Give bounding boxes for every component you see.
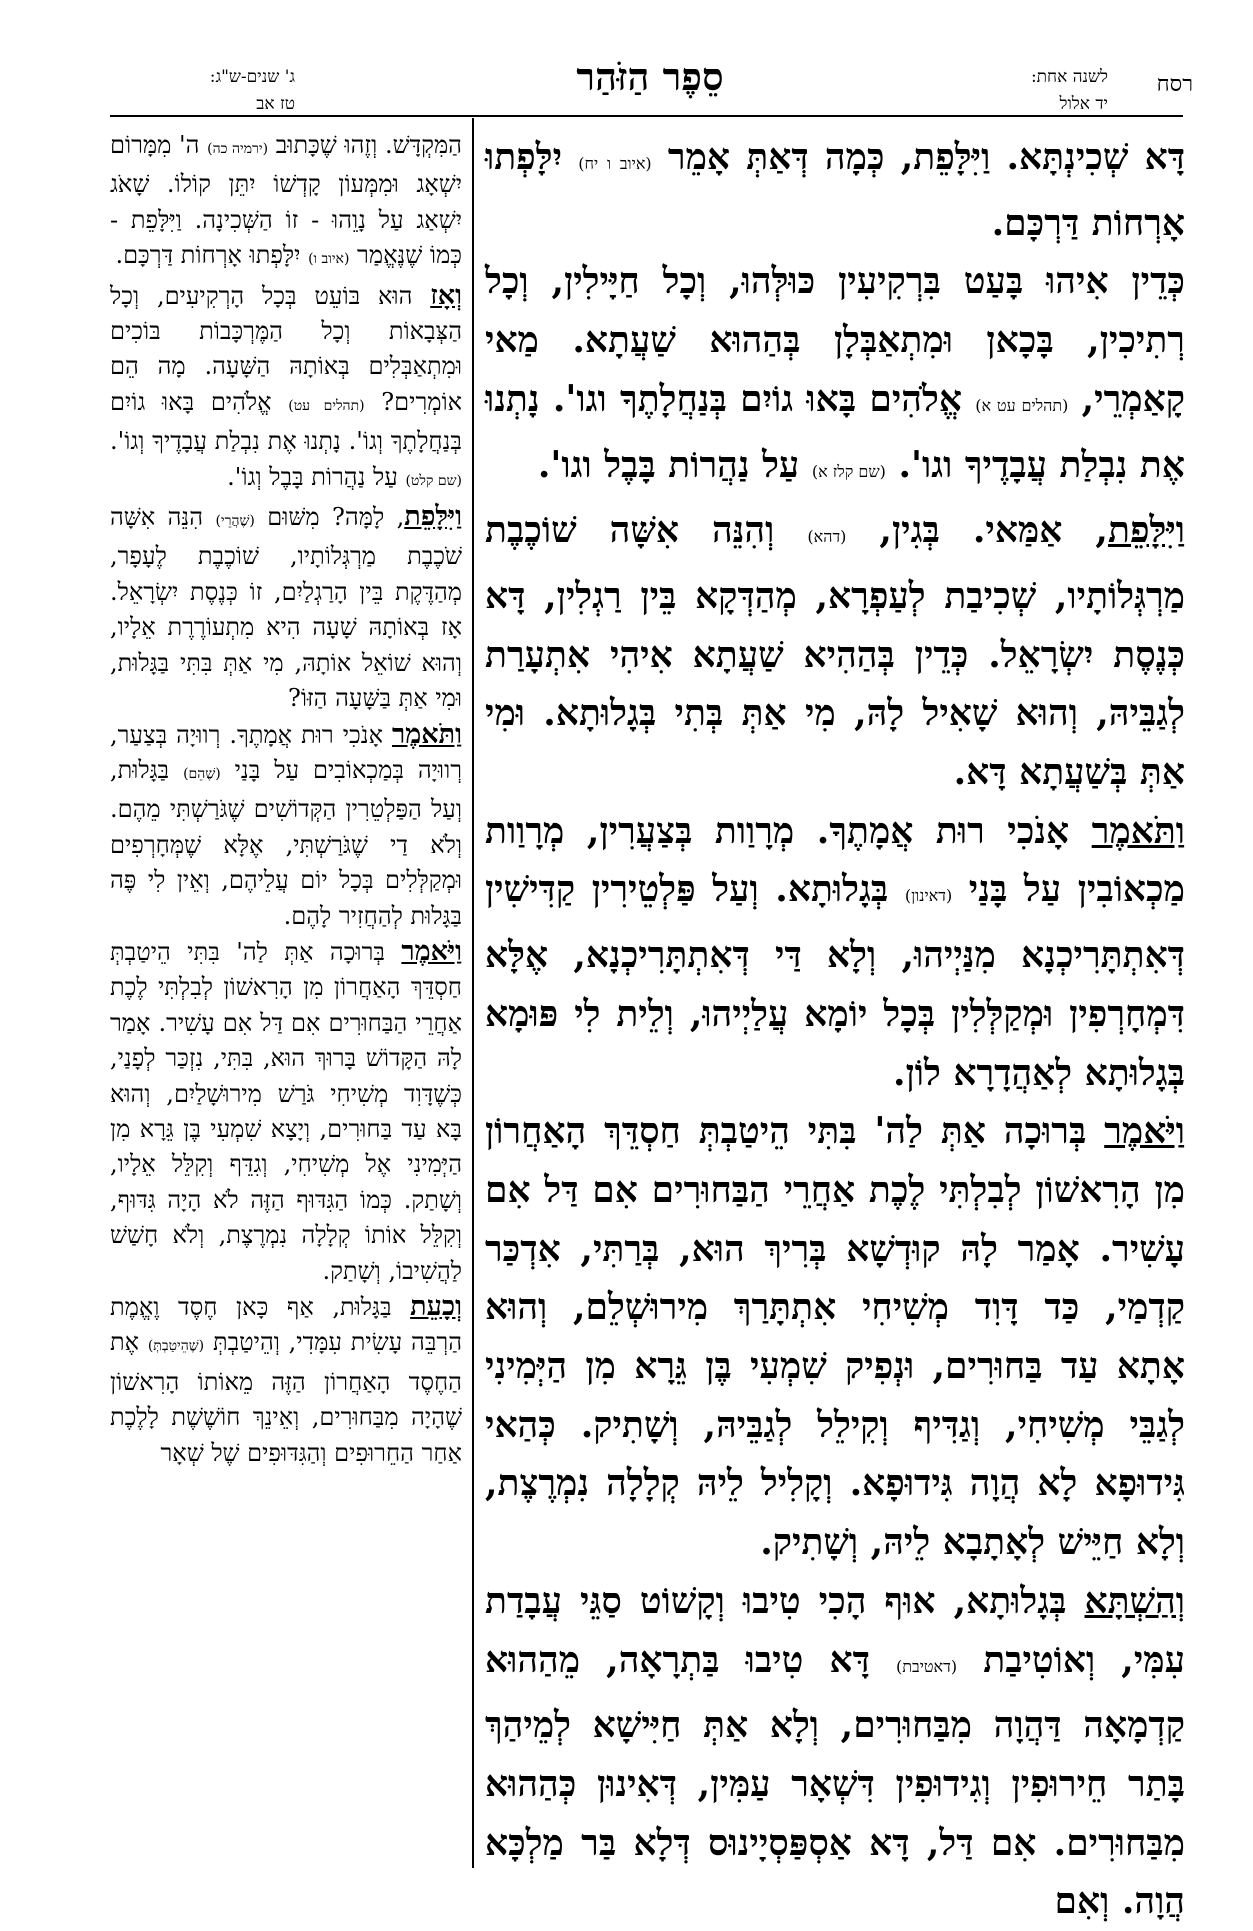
text-run: בְּרוּכָה אַתְּ לַה' בִּתִּי הֵיטַבְתְּ חַסְדֵּךְ הָאַחֲרוֹן מִן הָרִאשׁוֹן לְבִלְתִּי לֶכֶת אַחֲרֵי הַבַּחוּרִים אִם דַּל אִם עָשִׁיר. אָמַר לָהּ קוּדְשָׁא בְּרִיךְ הוּא, בְּרַתִּי, אִדְכַּר קַדְמַי, כַּד דָּוִד מְשִׁיחִי אִתְתָּרַךְ מִירוּשְׁלֵם, וְהוּא אָתָא עַד בַּחוּרִים, וּנְפִיק שִׁמְעִי בֶּן גֵּרָא מִן הַיְּמִינִי לְגַבֵּי מְשִׁיחִי, וְגַדִּיף וְקִילֵל לְגַבֵּיהּ, וְשָׁתִיק. כְּהַאי גִּידוּפָא לָא הֲוָה גִּידוּפָא. וְקָלִיל לֵיהּ קְלָלָה נִמְרֶצֶת, וְלָא חַיֵּישׁ לְאָתָבָא לֵיהּ, וְשָׁתִיק. [485,1110,1185,1564]
verse-reference: (תהלים עט א) [975,395,1069,415]
text-run: , אַמַּאי. בְּגִין, [846,509,1108,552]
verse-reference: (שֶׁהֵם) [183,765,221,782]
text-run: אָנֹכִי רוּת אֲמָתֶךָ. רְווּיָה בְּצַעַר, רְווּיָה בְּמַכְאוֹבִים עַל בָּנַי [110,720,462,784]
schedule-date: יד אלול [1059,94,1108,114]
cycle-date: טז אב [256,94,295,114]
page-number: רסח [1156,72,1193,97]
text-run: , לָמָּה? מִשּׁוּם [254,503,405,532]
text-run: הִנֵּה אִשָּׁה שֹׁכֶבֶת מַרְגְּלוֹתָיו, שׁוֹכֶבֶת לֶעָפָר, מְהַדֶּקֶת בֵּין הָרַגְלַיִם, זוֹ כְּנֶסֶת יִשְׂרָאֵל. אָז בְּאוֹתָהּ שָׁעָה הִיא מִתְעוֹרֶרֶת אֵלָיו, וְהוּא שׁוֹאֵל אוֹתָהּ, מִי אַתְּ בִּתִּי בַּגָּלוּת, וּמִי אַתְּ בַּשָּׁעָה הַזּוֹ? [110,503,462,713]
book-title: סֵפֶר הַזֹּהַר [576,54,724,99]
paragraph [485,501,1185,802]
verse-reference: (שֶׁהֵיטַבְתְּ) [147,1338,205,1355]
text-run: הוּא בּוֹעֵט בְּכָל הָרְקִיעִים, וְכָל הַצְּבָאוֹת וְכָל הַמֶּרְכָּבוֹת בּוֹכִים וּמִתְאַבְּלִים בְּאוֹתָהּ הַשָּׁעָה. מָה הֵם אוֹמְרִים? [110,281,462,416]
paragraph [485,128,1185,252]
schedule-label: לשנה אחת: [1030,67,1108,87]
lead-word: וְכָעֵת [410,1291,462,1322]
verse-reference: (דאינון) [904,886,953,906]
text-run: בְּרוּכָה אַתְּ לַה' בִּתִּי הֵיטַבְתְּ חַסְדֵּךְ הָאַחֲרוֹן מִן הָרִאשׁוֹן לְבִלְתִּי לֶכֶת אַחֲרֵי הַבַּחוּרִים אִם דַּל אִם עָשִׁיר. אָמַר לָהּ הַקָּדוֹשׁ בָּרוּךְ הוּא, בִּתִּי, נִזְכַּר לְפָנַי, כְּשֶׁדָּוִד מְשִׁיחִי גֹּרַשׁ מִירוּשָׁלַיִם, וְהוּא בָּא עַד בַּחוּרִים, וְיָצָא שִׁמְעִי בֶּן גֵּרָא מִן הַיְּמִינִי אֶל מְשִׁיחִי, וְגִדֵּף וְקִלֵּל אֵלָיו, וְשָׁתַק. כְּמוֹ הַגִּדּוּף הַזֶּה לֹא הָיָה גִּדּוּף, וְקִלֵּל אוֹתוֹ קְלָלָה נִמְרֶצֶת, וְלֹא חָשַׁשׁ לַהֲשִׁיבוֹ, וְשָׁתַק. [110,937,462,1285]
paragraph [485,1102,1185,1572]
paragraph [110,499,462,716]
paragraph [110,934,462,1289]
verse-reference: (שם קלט) [405,472,462,489]
text-run: בְּגָלוּתָא, אוּף הָכִי טִיבוּ וְקָשׁוֹט סַגֵּי עֲבָדַת עִמִּי, וְאוֹטִיבַת [485,1579,1185,1681]
lead-word: וַיִּלָּפֵת [404,501,463,533]
paragraph [110,278,462,499]
three-year-schedule [125,64,295,118]
paragraph [110,128,462,278]
lead-word: וַתֹּאמֶר [392,718,462,750]
one-year-schedule [918,64,1108,118]
cycle-label: ג' שנים-ש"ג: [209,67,295,87]
text-run: כְּדֵין אִיהוּ בָּעַט בִּרְקִיעִין כּוּלְּהוּ, וְכָל חַיָּילִין, וְכָל רְתִיכִין, בָּכָאן וּמִתְאַבְּלָן בְּהַהוּא שַׁעֲתָא. מַאי קָאַמְרֵי, [485,260,1185,420]
lead-word: וַיֹּאמֶר [1104,1110,1185,1153]
text-run: ה' מִמָּרוֹם יִשְׁאָג וּמִמְּעוֹן קָדְשׁוֹ יִתֵּן קוֹלוֹ. שָׁאֹג יִשְׁאַג עַל נָוֵהוּ - זוֹ הַשְּׁכִינָה. וַיִּלָּפֵת - כְּמוֹ שֶׁנֶּאֱמַר [110,131,462,270]
text-run: אֶת הַחֶסֶד הָאַחֲרוֹן הַזֶּה מֵאוֹתוֹ הָרִאשׁוֹן שֶׁהָיָה מִבַּחוּרִים, וְאֵינֵךְ חוֹשֶׁשֶׁת לָלֶכֶת אַחַר הַחֵרוּפִים וְהַגִּדּוּפִים שֶׁל שְׁאָר [110,1328,462,1467]
text-run: עַל נַהֲרוֹת בָּבֶל וְגוֹ'. [227,462,406,491]
text-run: בַּגָּלוּת, אַף כָּאן חֶסֶד וֶאֱמֶת הַרְבֵּה עָשִׂית עִמָּדִי, וְהֵיטַבְתְּ [110,1293,463,1357]
verse-reference: (איוב ו) [308,251,350,268]
verse-reference: (דאטיבת) [895,1656,958,1676]
paragraph [485,1572,1185,1931]
lead-word: וַיֹּאמֶר [401,935,462,967]
lead-word: וְהַשְׁתָּא [1084,1579,1185,1622]
text-run: בַּגָּלוּת, וְעַל הַפַּלְטֵרִין הַקְּדוֹשִׁים שֶׁגֹּרַשְׁתִּי מֵהֶם. וְלֹא דַי שֶׁגֹּרַשְׁתִּי, אֶלָּא שֶׁמְּחָרְפִים וּמְקַלְּלִים בְּכָל יוֹם עֲלֵיהֶם, וְאֵין לִי פֶּה בַּגָּלוּת לְהַחֲזִיר לָהֶם. [110,755,462,930]
zohar-aramaic-text [485,128,1186,1923]
text-run: יִלָּפְתוּ אָרְחוֹת דַּרְכָּם. [115,241,309,270]
text-run: וְהִנֵּה אִשָּׁה שׁוֹכֶבֶת מַרְגְּלוֹתָיו, שְׁכִיבַת לְעַפְרָא, מְהַדְּקָא בֵּין רַגְלִין, דָּא כְּנֶסֶת יִשְׂרָאֵל. כְּדֵין בְּהַהִיא שַׁעֲתָא אִיהִי אִתְעָרַת לְגַבֵּיהּ, וְהוּא שָׁאִיל לָהּ, מִי אַתְּ בְּתִי בְּגָלוּתָא. וּמִי אַתְּ בְּשַׁעֲתָא דָּא. [485,509,1185,794]
text-run: דָּא טִיבוּ בַּתְרָאָה, מֵהַהוּא קַדְמָאָה דַּהֲוָה מִבַּחוּרִים, וְלָא אַתְּ חַיִּישָׁא לְמֵיהַךְ בָּתַר חֵירוּפִין וְגִידוּפִין דִּשְׁאָר עַמִּין, דְּאִינוּן כְּהַהוּא מִבַּחוּרִים. אִם דַּל, דָּא אַסְפַּסְיָינוּס דְּלָא בַּר מַלְכָּא הֲוָה. וְאִם [485,1638,1185,1923]
verse-reference: (דהא) [807,527,847,547]
lead-word: וַתֹּאמֶר [1091,809,1185,852]
paragraph [110,717,462,934]
lead-word: וְאָז [430,279,462,311]
text-run: עַל נַהֲרוֹת בָּבֶל וגו'. [537,443,812,486]
text-run: אֱלֹהִים בָּאוּ גוֹיִם בְּנַחֲלָתֶךָ וְגוֹ'. נָתְנוּ אֶת נִבְלַת עֲבָדֶיךָ וְגוֹ'. [110,387,462,456]
paragraph [485,252,1185,501]
text-run: דָּא שְׁכִינְתָּא. וַיִּלָּפֵת, כְּמָה דְּאַתְּ אָמֵר [651,136,1186,178]
paragraph [485,802,1185,1103]
verse-reference: (איוב ו יח) [578,154,652,173]
verse-reference: (תהלים עט) [288,397,365,414]
text-run: בְּגָלוּתָא. וְעַל פַּלְטֵירִין קַדִּישִׁין דְּאִתְתָּרִיכְנָא מִנַּיְיהוּ, וְלָא דַּי דְּאִתְתָּרִיכְנָא, אֶלָּא דִּמְחָרְפִין וּמְקַלְּלִין בְּכָל יוֹמָא עֲלַיְיהוּ, וְלֵית לִי פּוּמָא בְּגָלוּתָא לְאַהֲדָרָא לוֹן. [485,868,1185,1094]
text-run: הַמִּקְדָּשׁ. וְזֶהוּ שֶׁכָּתוּב [268,131,462,159]
column-divider [472,118,474,1868]
text-run: אָנֹכִי רוּת אֲמָתֶךָ. מְרָוַות בְּצַעֲרִין, מְרָוַות מַכְאוֹבִין עַל בָּנַי [485,809,1185,911]
verse-reference: (ירמיה כה) [207,141,269,157]
hebrew-translation-text [110,128,462,1868]
paragraph [110,1289,462,1471]
header-divider [110,115,1183,117]
verse-reference: (שֶׁהֲרֵי) [215,513,255,530]
lead-word: וַיִּלָּפֵת [1107,509,1186,552]
verse-reference: (שם קלז א) [811,461,886,481]
text-run: אֱלֹהִים בָּאוּ גוֹיִם בְּנַחֲלָתֶךָ וגו'. נָתְנוּ אֶת נִבְלַת עֲבָדֶיךָ וגו'. [485,377,1185,486]
text-run: יִלָּפְתוּ אָרְחוֹת דַּרְכָּם. [485,136,1185,244]
